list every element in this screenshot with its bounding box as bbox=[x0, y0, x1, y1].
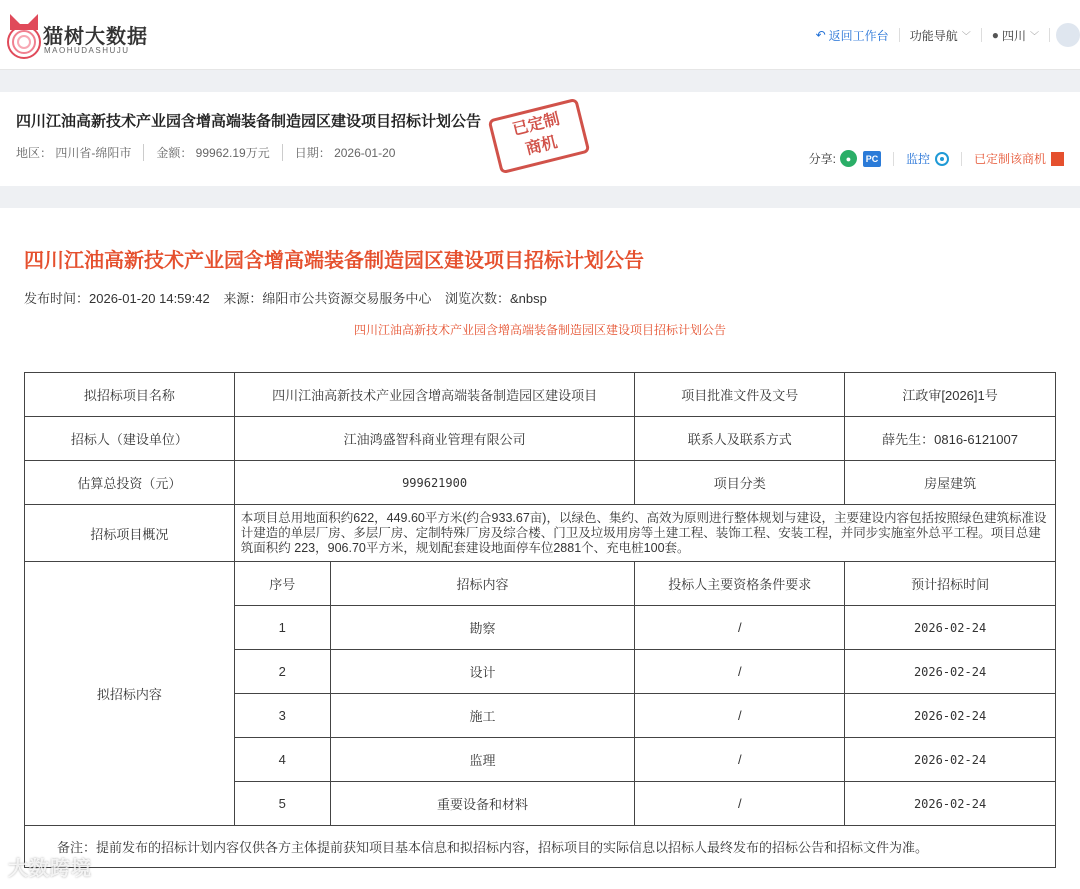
approval-label: 项目批准文件及文号 bbox=[635, 373, 845, 417]
contact-label: 联系人及联系方式 bbox=[635, 417, 845, 461]
row-no: 3 bbox=[234, 694, 330, 738]
row-no: 4 bbox=[234, 738, 330, 782]
row-no: 2 bbox=[234, 650, 330, 694]
stamp-line-2: 商机 bbox=[523, 134, 560, 159]
top-header bbox=[0, 0, 1080, 70]
source: 来源：绵阳市公共资源交易服务中心 bbox=[223, 291, 432, 306]
summary-title: 四川江油高新技术产业园含增高端装备制造园区建设项目招标计划公告 bbox=[16, 113, 482, 130]
article-meta bbox=[24, 288, 557, 307]
chevron-down-icon: ﹀ bbox=[1029, 30, 1039, 41]
logo-subtitle: MAOHUDASHUJU bbox=[44, 46, 130, 55]
monitor-label: 监控 bbox=[905, 152, 930, 166]
remark-note: 备注：提前发布的招标计划内容仅供各方主体提前获知项目基本信息和拟招标内容，招标项目的实际信息以招标人最终发布的招标公告和招标文件为准。 bbox=[25, 826, 1056, 868]
customized-opportunity-link[interactable] bbox=[974, 150, 1064, 167]
table-row bbox=[25, 373, 1056, 417]
row-time: 2026-02-24 bbox=[845, 694, 1056, 738]
back-to-workbench-link[interactable] bbox=[806, 28, 900, 42]
region-label: 四川 bbox=[1001, 28, 1026, 43]
amount-meta: 金额： 99962.19万元 bbox=[156, 144, 282, 161]
project-name-label: 拟招标项目名称 bbox=[25, 373, 235, 417]
bookmark-icon bbox=[1051, 152, 1064, 166]
col-header-time: 预计招标时间 bbox=[845, 562, 1056, 606]
chevron-down-icon: ﹀ bbox=[961, 30, 971, 41]
row-qualification: / bbox=[635, 738, 845, 782]
row-time: 2026-02-24 bbox=[845, 782, 1056, 826]
divider bbox=[893, 152, 894, 166]
view-count: 浏览次数：&nbsp bbox=[444, 291, 547, 306]
row-time: 2026-02-24 bbox=[845, 738, 1056, 782]
custom-label: 已定制该商机 bbox=[973, 152, 1046, 166]
category-label: 项目分类 bbox=[635, 461, 845, 505]
wechat-share-icon[interactable]: ● bbox=[840, 150, 857, 167]
logo-text: 猫树大数据 bbox=[43, 26, 148, 48]
investment-value: 999621900 bbox=[234, 461, 635, 505]
tenderer-value: 江油鸿盛智科商业管理有限公司 bbox=[234, 417, 635, 461]
date-meta: 日期： 2026-01-20 bbox=[294, 146, 396, 160]
watermark: 大数跨境 bbox=[8, 858, 92, 880]
back-label: 返回工作台 bbox=[828, 28, 889, 43]
tenderer-label: 招标人（建设单位） bbox=[25, 417, 235, 461]
row-no: 5 bbox=[234, 782, 330, 826]
row-qualification: / bbox=[635, 694, 845, 738]
project-name-value: 四川江油高新技术产业园含增高端装备制造园区建设项目 bbox=[234, 373, 635, 417]
article-subtitle: 四川江油高新技术产业园含增高端装备制造园区建设项目招标计划公告 bbox=[353, 323, 726, 337]
row-qualification: / bbox=[635, 650, 845, 694]
overview-label: 招标项目概况 bbox=[25, 505, 235, 562]
function-nav-dropdown[interactable] bbox=[900, 28, 982, 42]
overview-value: 本项目总用地面积约622，449.60平方米(约合933.67亩)，以绿色、集约、高效为原则进行整体规划与建设，主要建设内容包括按照绿色建筑标准设计建造的单层厂房、多层厂房、定制特殊厂房及综合楼、门卫及垃圾用房等土建工程、装饰工程、安装工程，并同步实施室外总平工程。项目总建筑面积约 223，906.70平方米，规划配套建设地面停车位2881个、充电桩100套。 bbox=[234, 505, 1055, 562]
col-header-no: 序号 bbox=[234, 562, 330, 606]
logo-icon bbox=[2, 8, 46, 62]
col-header-content: 招标内容 bbox=[330, 562, 635, 606]
publish-time: 发布时间：2026-01-20 14:59:42 bbox=[24, 291, 210, 306]
table-row bbox=[25, 505, 1056, 562]
avatar[interactable] bbox=[1056, 23, 1080, 47]
row-content: 重要设备和材料 bbox=[330, 782, 635, 826]
location-pin-icon: ● bbox=[991, 28, 999, 42]
monitor-eye-icon bbox=[935, 152, 949, 166]
back-arrow-icon: ↶ bbox=[815, 28, 826, 42]
row-content: 勘察 bbox=[330, 606, 635, 650]
category-value: 房屋建筑 bbox=[845, 461, 1056, 505]
contact-value: 薛先生：0816-6121007 bbox=[845, 417, 1056, 461]
row-content: 施工 bbox=[330, 694, 635, 738]
summary-meta bbox=[16, 144, 419, 161]
row-qualification: / bbox=[635, 782, 845, 826]
share-bar bbox=[809, 150, 1064, 167]
monitor-link[interactable] bbox=[906, 150, 949, 167]
share-label: 分享: bbox=[808, 152, 836, 166]
row-qualification: / bbox=[635, 606, 845, 650]
region-selector[interactable] bbox=[982, 28, 1050, 42]
table-row bbox=[25, 461, 1056, 505]
row-content: 监理 bbox=[330, 738, 635, 782]
article-content bbox=[0, 208, 1080, 889]
row-time: 2026-02-24 bbox=[845, 606, 1056, 650]
article-title: 四川江油高新技术产业园含增高端装备制造园区建设项目招标计划公告 bbox=[24, 250, 644, 272]
approval-value: 江政审[2026]1号 bbox=[845, 373, 1056, 417]
row-no: 1 bbox=[234, 606, 330, 650]
divider bbox=[961, 152, 962, 166]
top-nav bbox=[806, 22, 1080, 48]
col-header-qualification: 投标人主要资格条件要求 bbox=[635, 562, 845, 606]
table-row bbox=[25, 417, 1056, 461]
table-row bbox=[25, 562, 1056, 606]
region-meta: 地区： 四川省-绵阳市 bbox=[16, 144, 144, 161]
content-label: 拟招标内容 bbox=[25, 562, 235, 826]
row-content: 设计 bbox=[330, 650, 635, 694]
logo[interactable] bbox=[0, 6, 160, 64]
bid-plan-table bbox=[24, 372, 1056, 868]
row-time: 2026-02-24 bbox=[845, 650, 1056, 694]
pc-share-icon[interactable]: PC bbox=[863, 151, 881, 167]
stamp-line-1: 已定制 bbox=[510, 110, 562, 139]
table-row bbox=[25, 826, 1056, 868]
function-nav-label: 功能导航 bbox=[909, 28, 958, 43]
investment-label: 估算总投资（元） bbox=[25, 461, 235, 505]
